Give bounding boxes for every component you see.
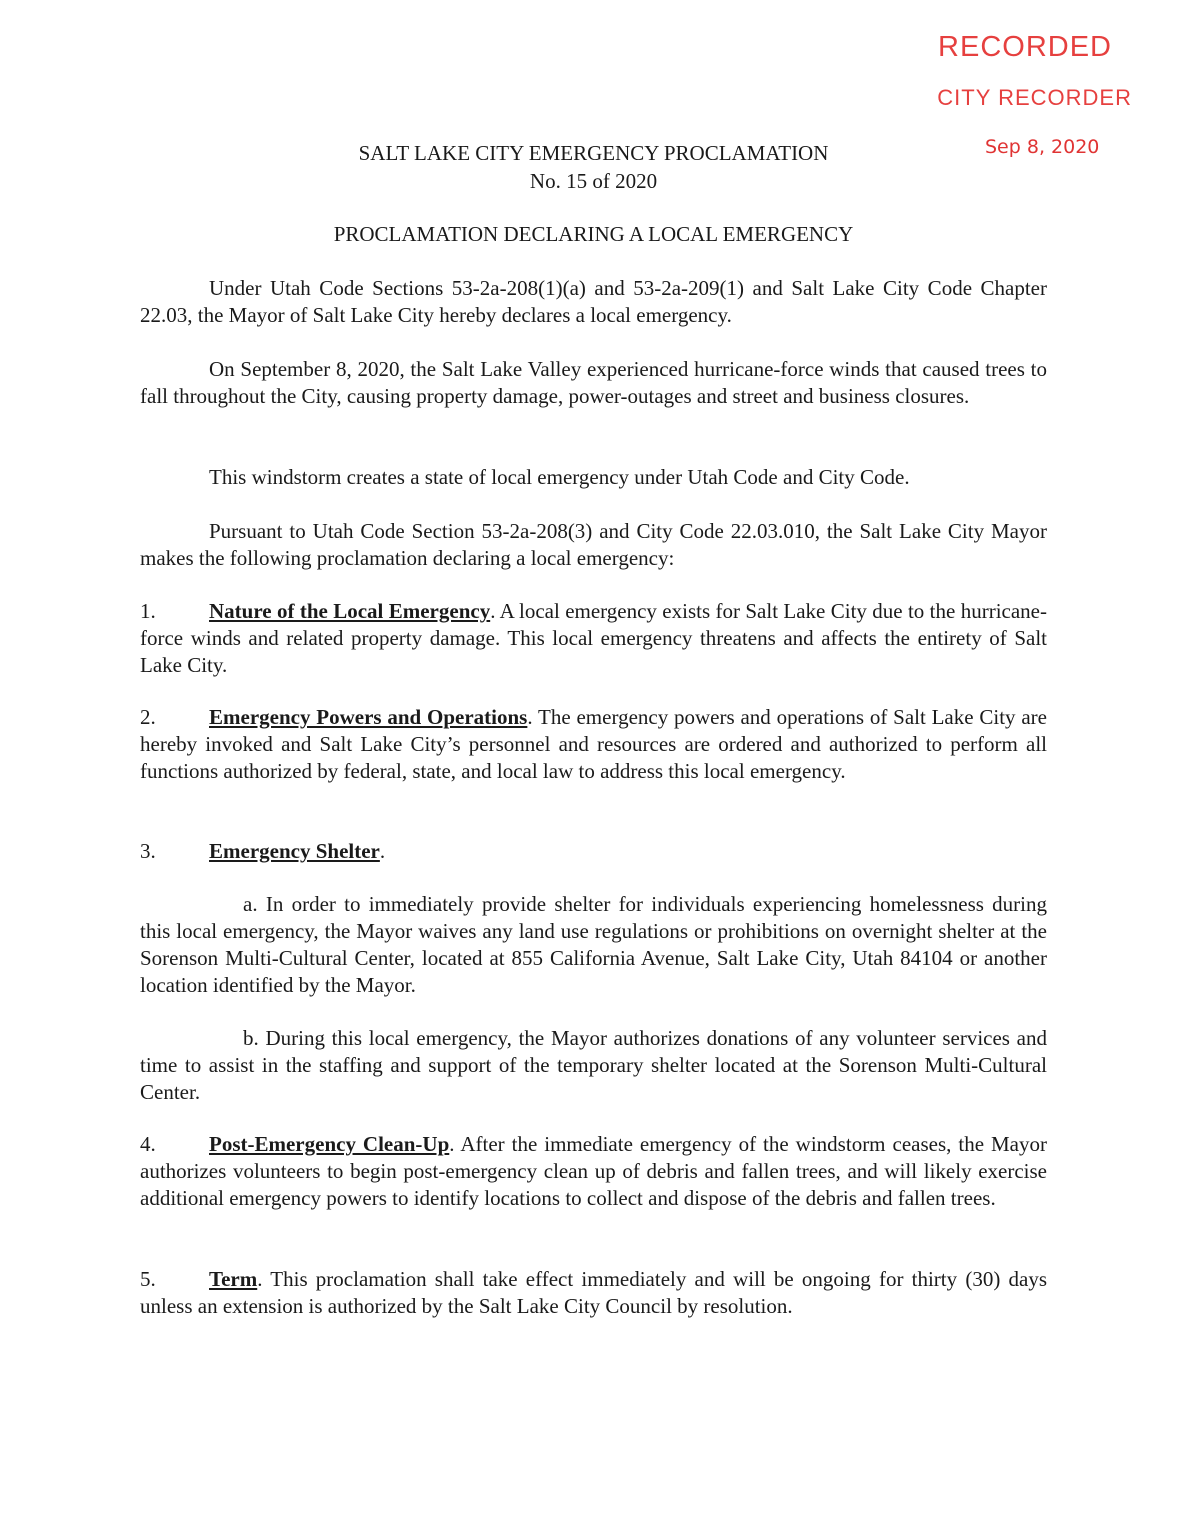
document-subtitle: PROCLAMATION DECLARING A LOCAL EMERGENCY [333,222,854,246]
item-number: 1. [140,599,156,623]
item-body: . [379,839,386,863]
item-heading: Nature of the Local Emergency [209,599,491,623]
item-body: . After the immediate emergency of the windstorm ceases, the Mayor authorizes volunteers to begin post-emergency clean up of debris and fallen trees, and will likely exercise additional emergency powers to identify locations to collect and dispose of the debris and fallen trees. [140,1132,1047,1210]
item-number: 3. [140,839,156,863]
item-body: . A local emergency exists for Salt Lake City due to the hurricane-force winds and related property damage. This local emergency threatens and affects the entirety of Salt Lake City. [140,599,1047,677]
item-number: 5. [140,1267,156,1291]
intro-paragraph-state: This windstorm creates a state of local emergency under Utah Code and City Code. [209,465,910,489]
numbered-item-cleanup [140,1131,1047,1212]
intro-paragraph-event: On September 8, 2020, the Salt Lake Valley experienced hurricane-force winds that caused trees to fall throughout the City, causing property damage, power-outages and street and business closures. [140,357,1047,408]
shelter-subitem-a: a. In order to immediately provide shelter for individuals experiencing homelessness during this local emergency, the Mayor waives any land use regulations or prohibitions on overnight shelter at the Sorenson Multi-Cultural Center, located at 855 California Avenue, Salt Lake City, Utah 84104 or another location identified by the Mayor. [140,892,1047,997]
item-heading: Post-Emergency Clean-Up [209,1132,450,1156]
item-heading: Emergency Shelter [209,839,380,863]
item-body: . This proclamation shall take effect immediately and will be ongoing for thirty (30) days unless an extension is authorized by the Salt Lake City Council by resolution. [140,1267,1047,1318]
numbered-item-powers [140,704,1047,785]
recorded-stamp [920,30,1170,130]
intro-paragraph-pursuant: Pursuant to Utah Code Section 53-2a-208(3) and City Code 22.03.010, the Salt Lake City Mayor makes the following proclamation declaring a local emergency: [140,519,1047,570]
proclamation-number: No. 15 of 2020 [529,169,658,193]
stamp-subtitle: CITY RECORDER [937,85,1132,110]
item-number: 2. [140,705,156,729]
item-heading: Emergency Powers and Operations [209,705,528,729]
shelter-subitem-b: b. During this local emergency, the Mayor authorizes donations of any volunteer services and time to assist in the staffing and support of the temporary shelter located at the Sorenson Multi-Cultural Center. [140,1026,1047,1104]
numbered-item-term [140,1266,1047,1320]
numbered-item-nature [140,598,1047,679]
item-number: 4. [140,1132,156,1156]
stamp-date: Sep 8, 2020 [985,136,1100,158]
item-heading: Term [209,1267,258,1291]
intro-paragraph-authority: Under Utah Code Sections 53-2a-208(1)(a) and 53-2a-209(1) and Salt Lake City Code Chapter 22.03, the Mayor of Salt Lake City hereby declares a local emergency. [140,276,1047,327]
numbered-item-shelter [140,838,1047,865]
stamp-title: RECORDED [938,31,1112,63]
document-title: SALT LAKE CITY EMERGENCY PROCLAMATION [358,141,829,165]
item-body: . The emergency powers and operations of Salt Lake City are hereby invoked and Salt Lake City’s personnel and resources are ordered and authorized to perform all functions authorized by federal, state, and local law to address this local emergency. [140,705,1047,783]
